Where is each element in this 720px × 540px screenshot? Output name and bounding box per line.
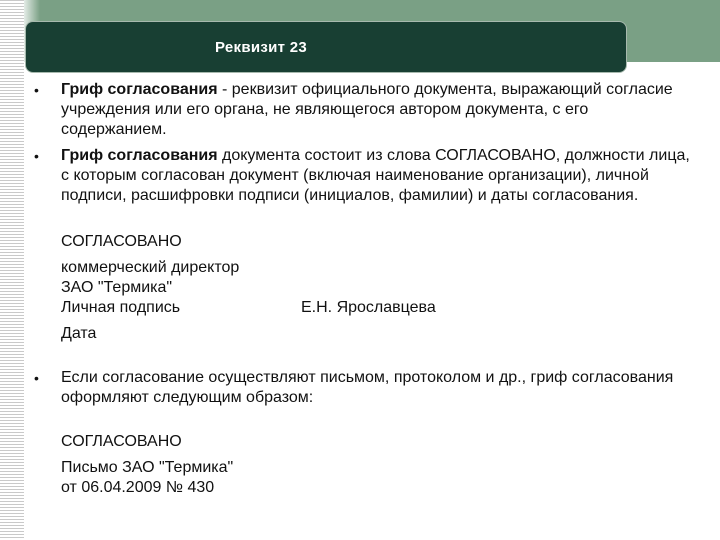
- date-label: Дата: [61, 325, 97, 342]
- bullet-text: Если согласование осуществляют письмом, протоколом и др., гриф согласования оформляют следующим образом:: [61, 369, 674, 406]
- letter-reference: Письмо ЗАО "Термика": [61, 459, 234, 476]
- term-bold: Гриф согласования: [61, 81, 218, 98]
- signature-label: Личная подпись: [61, 299, 181, 316]
- decorative-stripes: [0, 0, 24, 540]
- bullet-item: [34, 146, 694, 206]
- bullet-icon: •: [34, 148, 39, 164]
- approval-heading: СОГЛАСОВАНО: [61, 233, 182, 250]
- approval-heading: СОГЛАСОВАНО: [61, 433, 182, 450]
- approval-organization: ЗАО "Термика": [61, 279, 173, 296]
- approval-example-1: [34, 232, 694, 344]
- approval-position: коммерческий директор: [61, 259, 240, 276]
- bullet-text: - реквизит официального документа, выражающий согласие учреждения или его органа, не являющегося автором документа, с его содержанием.: [61, 81, 673, 138]
- bullet-text: документа состоит из слова СОГЛАСОВАНО, должности лица, с которым согласован документ (включая наименование организации), личной подписи, расшифровки подписи (инициалов, фамилии) и даты согласования.: [61, 147, 690, 204]
- signature-row: [61, 298, 694, 318]
- letter-date-number: от 06.04.2009 № 430: [61, 479, 215, 496]
- slide-title-box: [26, 22, 626, 72]
- slide-title: Реквизит 23: [214, 38, 308, 56]
- bullet-item: [34, 368, 694, 408]
- bullet-icon: •: [34, 370, 39, 386]
- signature-name: Е.Н. Ярославцева: [301, 299, 436, 316]
- slide-content: [34, 80, 694, 498]
- term-bold: Гриф согласования: [61, 147, 218, 164]
- bullet-icon: •: [34, 82, 39, 98]
- approval-example-2: [34, 432, 694, 498]
- bullet-item: [34, 80, 694, 140]
